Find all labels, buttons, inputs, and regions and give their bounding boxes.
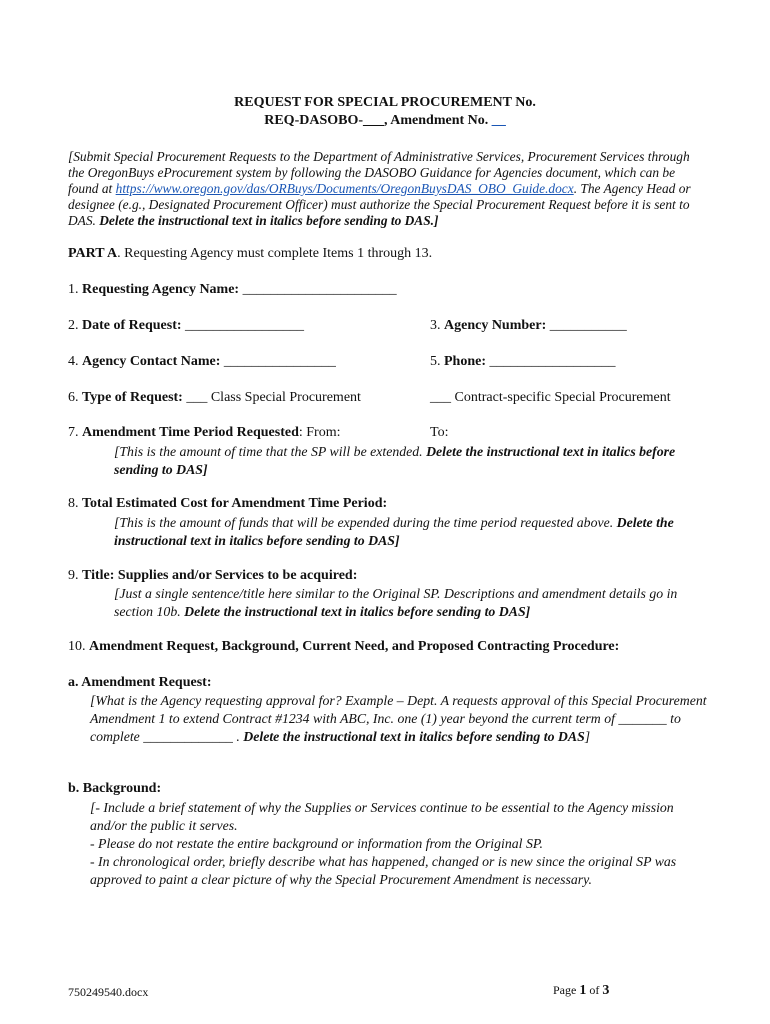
- intro-instructions: [Submit Special Procurement Requests to the Department of Administrative Services, Procurement Services through the OregonBuys eProcurement system by following the DASOBO Guidance for Agencies document, which can be found at https://www.oregon.gov/das/ORBuys/Documents/OregonBuysDAS_OBO_Guide.docx. The Agency Head or designee (e.g., Designated Procurement Officer) must authorize the Special Procurement Request before it is sent to DAS. Delete the instructional text in italics before sending to DAS.]: [68, 149, 691, 228]
- item-7-to: To:: [430, 425, 449, 440]
- doc-title-line2: REQ-DASOBO-___, Amendment No. __: [264, 113, 506, 128]
- phone-field[interactable]: __________________: [486, 354, 616, 369]
- item-7: 7. Amendment Time Period Requested: From:: [68, 425, 341, 440]
- contact-name-field[interactable]: ________________: [220, 354, 336, 369]
- item-9: 9. Title: Supplies and/or Services to be acquired:: [68, 568, 358, 583]
- item-7-note: [This is the amount of time that the SP will be extended. Delete the instructional text in italics before sending to DAS]: [114, 444, 676, 477]
- item-8: 8. Total Estimated Cost for Amendment Time Period:: [68, 496, 388, 511]
- item-9-note: [Just a single sentence/title here similar to the Original SP. Descriptions and amendment details go in section 10b. Delete the instructional text in italics before sending to DAS]: [114, 586, 678, 619]
- section-a-heading: a. Amendment Request:: [68, 675, 212, 690]
- contract-sp-option[interactable]: ___ Contract-specific Special Procurement: [430, 390, 671, 405]
- item-1: 1. Requesting Agency Name: ______________________: [68, 282, 397, 297]
- item-3: 3. Agency Number: ___________: [430, 318, 627, 333]
- doc-title-line1: REQUEST FOR SPECIAL PROCUREMENT No.: [234, 95, 536, 110]
- footer-page-number: Page 1 of 3: [553, 983, 610, 998]
- item-2: 2. Date of Request: _________________: [68, 318, 305, 333]
- item-6: 6. Type of Request: ___ Class Special Procurement: [68, 390, 361, 405]
- agency-name-field[interactable]: ______________________: [239, 282, 397, 297]
- date-field[interactable]: _________________: [181, 318, 305, 333]
- section-b-note: [90, 799, 700, 889]
- part-a-heading: PART A. Requesting Agency must complete Items 1 through 13.: [68, 246, 433, 261]
- class-sp-option[interactable]: ___ Class Special Procurement: [182, 390, 361, 405]
- agency-number-field[interactable]: ___________: [546, 318, 627, 333]
- item-8-note: [This is the amount of funds that will be expended during the time period requested above. Delete the instructional text in italics before sending to DAS]: [114, 515, 674, 548]
- footer-filename: 750249540.docx: [68, 985, 149, 999]
- item-4: 4. Agency Contact Name: ________________: [68, 354, 336, 369]
- item-5: 5. Phone: __________________: [430, 354, 616, 369]
- section-b-heading: b. Background:: [68, 781, 162, 796]
- item-10: 10. Amendment Request, Background, Current Need, and Proposed Contracting Procedure:: [68, 639, 620, 654]
- section-b-line1: [- Include a brief statement of why the Supplies or Services continue to be essential to the Agency mission and/or the public it serves.: [90, 800, 674, 833]
- section-b-line2: - Please do not restate the entire background or information from the Original SP.: [90, 836, 543, 851]
- section-a-note: [What is the Agency requesting approval for? Example – Dept. A requests approval of this Special Procurement Amendment 1 to extend Contract #1234 with ABC, Inc. one (1) year beyond the current term of _______ to complete _____________ . Delete the instructional text in italics before sending to DAS]: [90, 693, 707, 744]
- section-b-line3: - In chronological order, briefly describe what has happened, changed or is new since the original SP was approved to paint a clear picture of why the Special Procurement Amendment is necessary.: [90, 854, 677, 887]
- guide-link[interactable]: https://www.oregon.gov/das/ORBuys/Documents/OregonBuysDAS_OBO_Guide.docx: [115, 181, 574, 196]
